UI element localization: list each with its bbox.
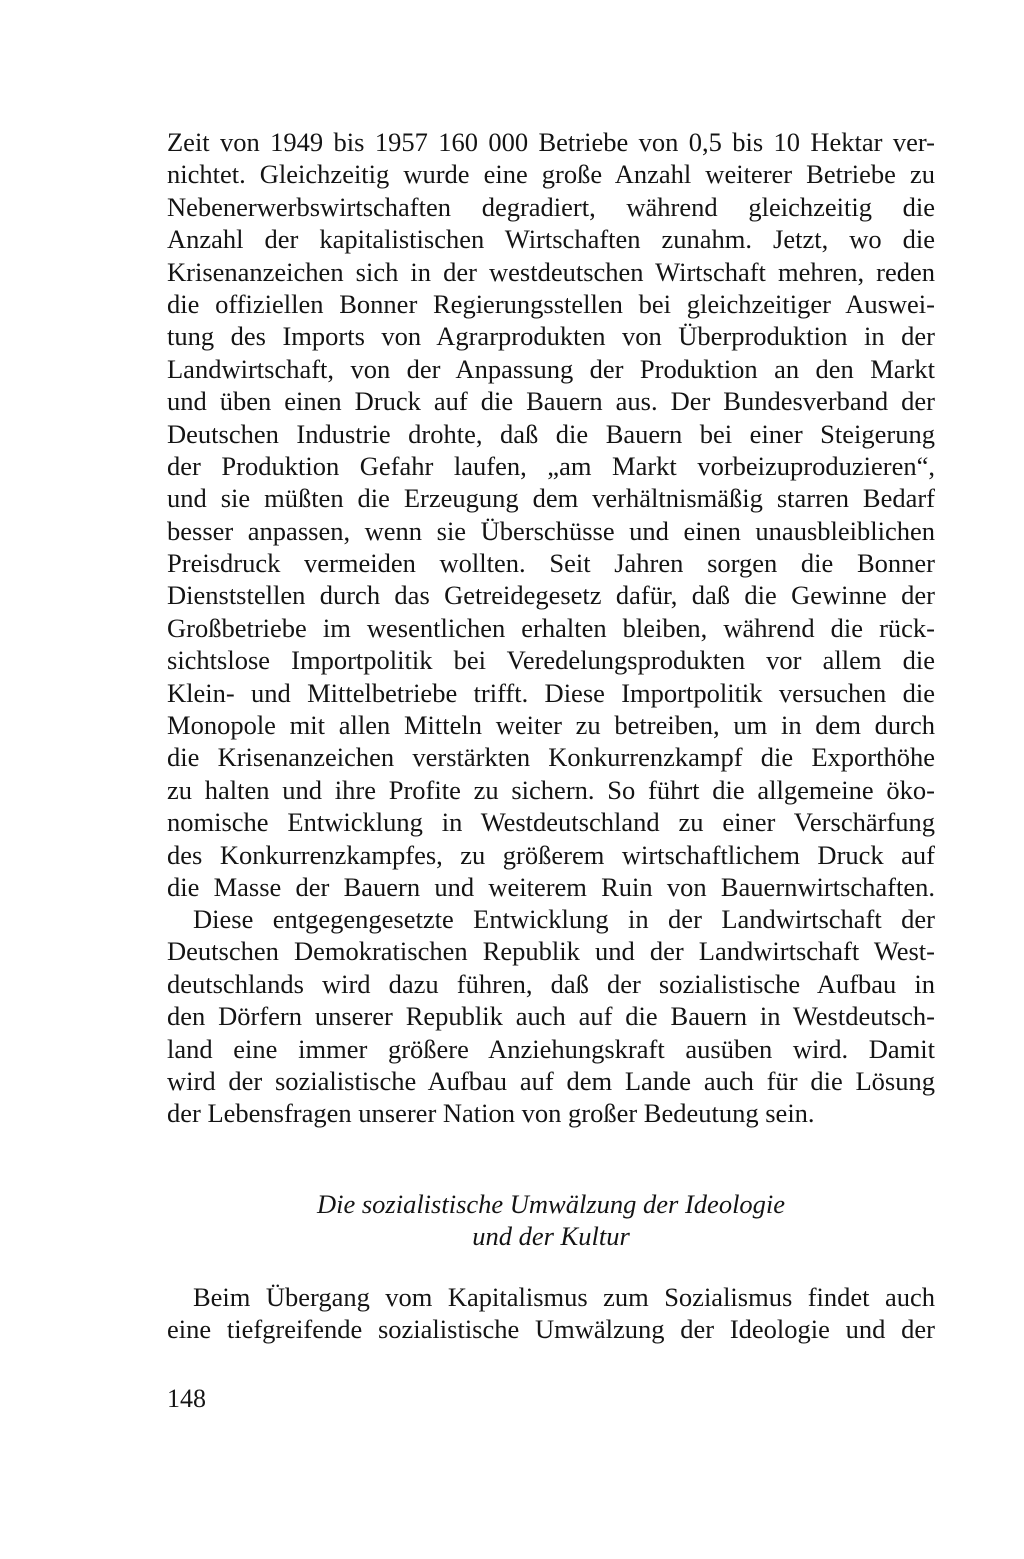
text-line: Deutschen Demokratischen Republik und der Landwirtschaft West-: [167, 936, 935, 967]
text-line: land eine immer größere Anziehungskraft ausüben wird. Damit: [167, 1033, 935, 1064]
text-line: Anzahl der kapitalistischen Wirtschaften zunahm. Jetzt, wo die: [167, 224, 935, 255]
text-line: Zeit von 1949 bis 1957 160 000 Betriebe von 0,5 bis 10 Hektar ver-: [167, 127, 935, 157]
text-line: Krisenanzeichen sich in der westdeutschen Wirtschaft mehren, reden: [167, 256, 935, 287]
text-line: nomische Entwicklung in Westdeutschland zu einer Verschärfung: [167, 807, 935, 838]
text-line: Preisdruck vermeiden wollten. Seit Jahren sorgen die Bonner: [167, 548, 935, 579]
text-line: tung des Imports von Agrarprodukten von Überproduktion in der: [167, 321, 935, 352]
text-line: zu halten und ihre Profite zu sichern. So führt die allgemeine öko-: [167, 774, 935, 805]
text-line: der Produktion Gefahr laufen, „am Markt vorbeizuproduzieren“,: [167, 450, 935, 481]
text-line: besser anpassen, wenn sie Überschüsse und einen unausbleiblichen: [167, 515, 935, 546]
heading-line: und der Kultur: [472, 1221, 630, 1251]
text-line: sichtslose Importpolitik bei Veredelungsprodukten vor allem die: [167, 645, 935, 676]
text-line: des Konkurrenzkampfes, zu größerem wirtschaftlichem Druck auf: [167, 839, 935, 870]
page-number: 148: [167, 1384, 206, 1413]
paragraph: [167, 1281, 935, 1346]
text-line: Klein- und Mittelbetriebe trifft. Diese Importpolitik versuchen die: [167, 677, 935, 708]
text-line: Großbetriebe im wesentlichen erhalten bleiben, während die rück-: [167, 612, 935, 643]
text-line: nichtet. Gleichzeitig wurde eine große Anzahl weiterer Betriebe zu: [167, 159, 935, 190]
text-line: Deutschen Industrie drohte, daß die Bauern bei einer Steigerung: [167, 418, 935, 449]
text-line: die Krisenanzeichen verstärkten Konkurrenzkampf die Exporthöhe: [167, 742, 935, 773]
text-line: den Dörfern unserer Republik auch auf die Bauern in Westdeutsch-: [167, 1001, 935, 1032]
heading-line: Die sozialistische Umwälzung der Ideologie: [316, 1189, 786, 1219]
text-line: und sie müßten die Erzeugung dem verhältnismäßig starren Bedarf: [167, 483, 935, 514]
section-heading: [167, 1188, 935, 1252]
paragraph: [167, 903, 935, 1130]
paragraph-continuation: [167, 126, 935, 903]
text-line: Nebenerwerbswirtschaften degradiert, während gleichzeitig die: [167, 191, 935, 222]
text-line: Dienststellen durch das Getreidegesetz dafür, daß die Gewinne der: [167, 580, 935, 611]
text-line: wird der sozialistische Aufbau auf dem Lande auch für die Lösung: [167, 1065, 935, 1096]
text-line: der Lebensfragen unserer Nation von großer Bedeutung sein.: [167, 1098, 815, 1129]
text-line: Beim Übergang vom Kapitalismus zum Sozialismus findet auch: [193, 1282, 935, 1312]
text-line: deutschlands wird dazu führen, daß der sozialistische Aufbau in: [167, 968, 935, 999]
text-line: und üben einen Druck auf die Bauern aus. Der Bundesverband der: [167, 386, 935, 417]
text-line: eine tiefgreifende sozialistische Umwälzung der Ideologie und der: [167, 1314, 935, 1345]
text-line: die Masse der Bauern und weiterem Ruin von Bauernwirtschaften.: [167, 871, 935, 902]
text-line: Landwirtschaft, von der Anpassung der Produktion an den Markt: [167, 353, 935, 384]
text-line: Diese entgegengesetzte Entwicklung in der Landwirtschaft der: [193, 904, 935, 934]
text-line: die offiziellen Bonner Regierungsstellen bei gleichzeitiger Auswei-: [167, 288, 935, 319]
text-line: Monopole mit allen Mitteln weiter zu betreiben, um in dem durch: [167, 710, 935, 741]
